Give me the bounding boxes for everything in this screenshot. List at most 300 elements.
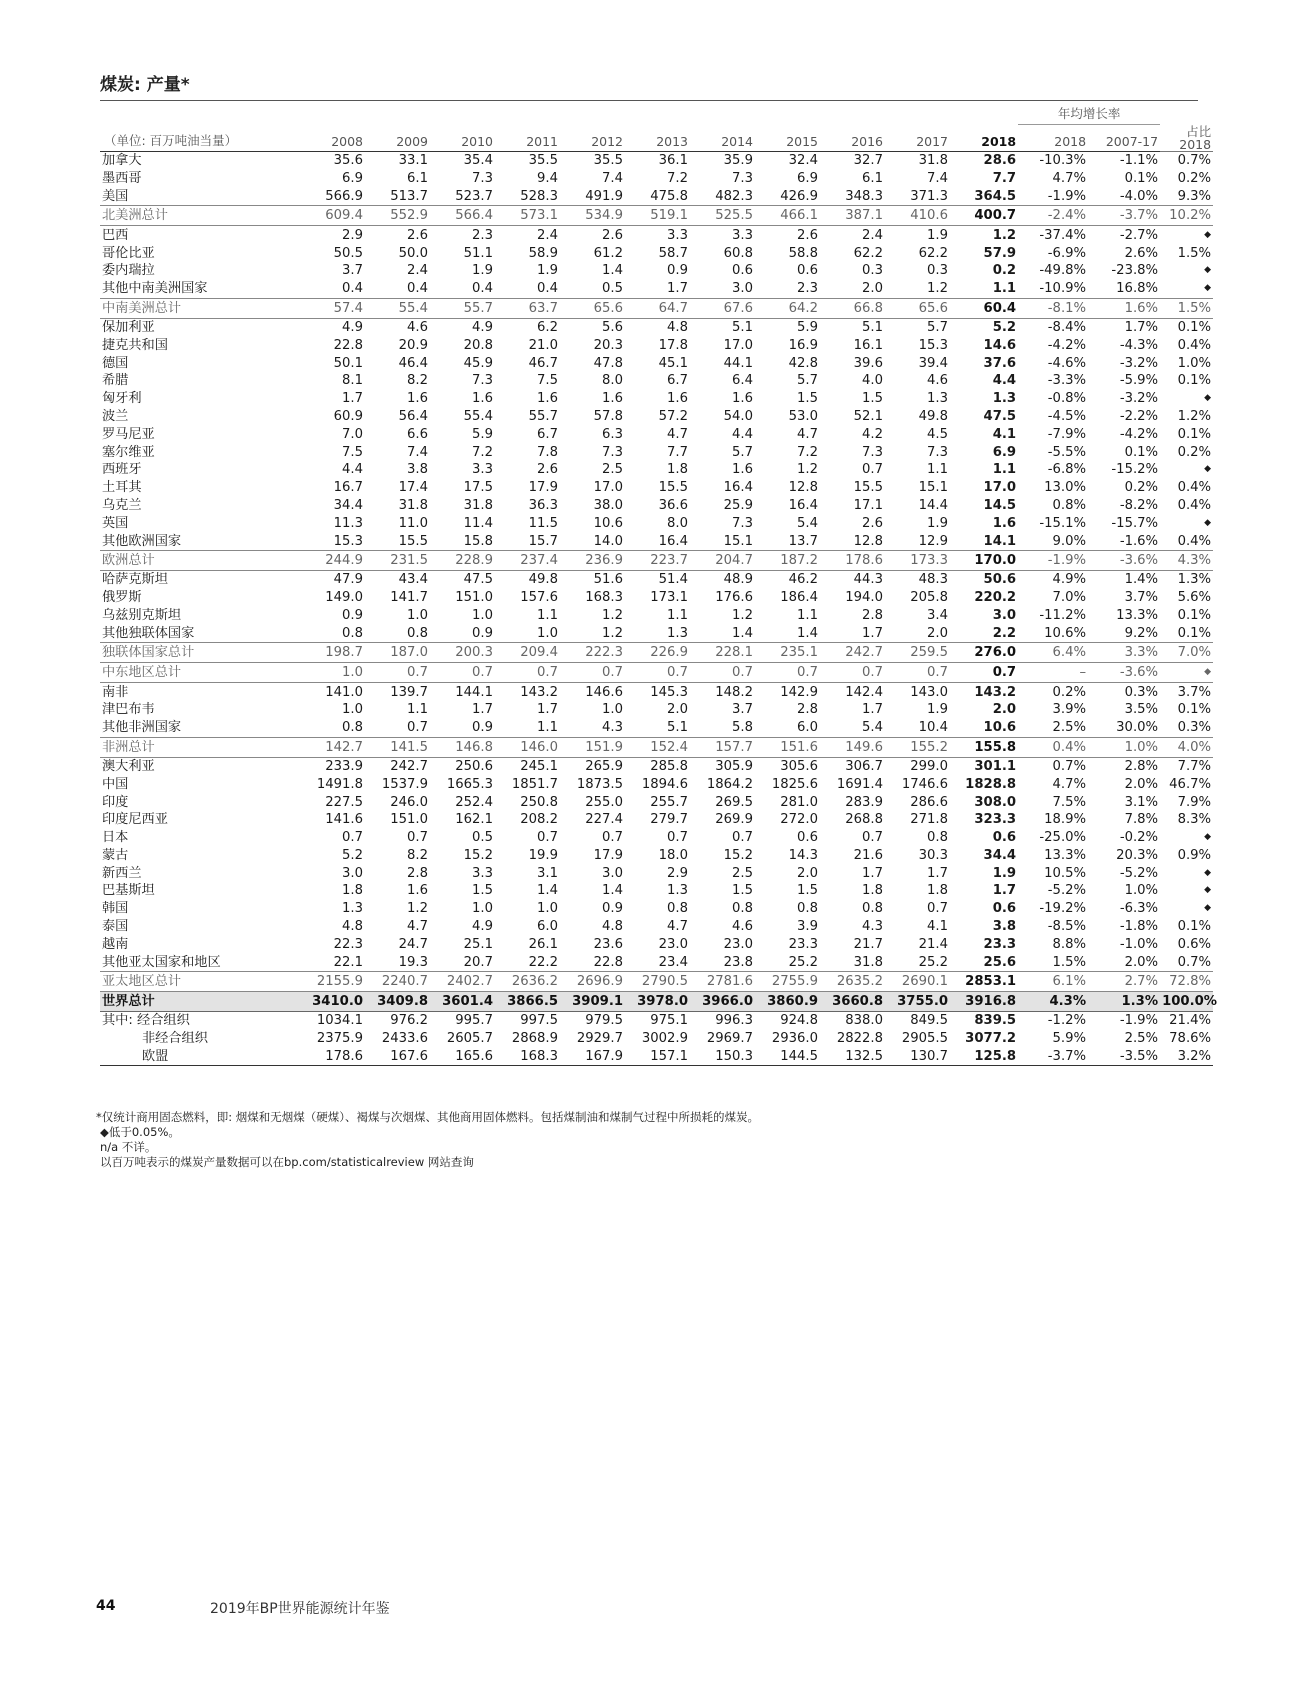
value-2018: 1.1 bbox=[992, 462, 1017, 478]
value-2015: 305.6 bbox=[780, 758, 818, 774]
growth-2018: 5.9% bbox=[1052, 1031, 1087, 1047]
value-2015: 4.7 bbox=[797, 426, 818, 442]
value-2018: 6.9 bbox=[992, 444, 1017, 460]
value-2017: 1.2 bbox=[927, 281, 948, 297]
row-label: 其中: 经合组织 bbox=[102, 1013, 190, 1029]
footnote-na: n/a 不详。 bbox=[100, 1140, 157, 1154]
growth-2007-17: 7.8% bbox=[1124, 812, 1159, 828]
row-label: 英国 bbox=[102, 515, 129, 531]
value-2012: 491.9 bbox=[585, 188, 623, 204]
value-2011: 15.7 bbox=[528, 533, 558, 549]
value-2009: 2433.6 bbox=[381, 1031, 428, 1047]
value-2017: 15.1 bbox=[918, 480, 948, 496]
row-label: 希腊 bbox=[102, 373, 129, 389]
value-2012: 2.5 bbox=[602, 462, 623, 478]
total-row bbox=[100, 206, 1213, 226]
value-2015: 1.5 bbox=[797, 391, 818, 407]
value-2018: 14.5 bbox=[983, 497, 1017, 513]
share-2018: 0.1% bbox=[1177, 607, 1212, 623]
value-2014: 23.0 bbox=[723, 936, 753, 952]
value-2016: 242.7 bbox=[820, 643, 885, 663]
growth-2007-17: 0.1% bbox=[1124, 171, 1159, 187]
value-2008: 178.6 bbox=[300, 1048, 365, 1066]
table-row bbox=[100, 443, 1213, 461]
value-2010: 566.4 bbox=[430, 206, 495, 226]
total-row bbox=[100, 643, 1213, 663]
growth-2007-17: -5.2% bbox=[1119, 865, 1159, 881]
row-label: 新西兰 bbox=[102, 865, 142, 881]
value-2013: 475.8 bbox=[650, 188, 688, 204]
value-2015: 3.9 bbox=[797, 919, 818, 935]
growth-2018: 7.0% bbox=[1052, 590, 1087, 606]
value-2010: 47.5 bbox=[463, 572, 493, 588]
value-2015: 46.2 bbox=[788, 572, 818, 588]
value-2018: 155.8 bbox=[950, 737, 1018, 757]
growth-2007-17: 1.3% bbox=[1088, 992, 1160, 1012]
row-label: 加拿大 bbox=[100, 152, 300, 170]
value-2009: 4.6 bbox=[407, 319, 428, 335]
growth-2018: 3.9% bbox=[1052, 702, 1087, 718]
value-2011: 36.3 bbox=[528, 497, 558, 513]
value-2008: 6.9 bbox=[342, 171, 363, 187]
value-2010: 1.7 bbox=[472, 702, 493, 718]
value-2015: 924.8 bbox=[780, 1013, 818, 1029]
value-2014: 60.8 bbox=[723, 245, 753, 261]
row-label: 捷克共和国 bbox=[102, 337, 168, 353]
table-row bbox=[100, 589, 1213, 607]
share-2018: 7.0% bbox=[1160, 643, 1213, 663]
growth-2018: -2.4% bbox=[1018, 206, 1088, 226]
table-row bbox=[100, 170, 1213, 188]
value-2009: 0.8 bbox=[407, 625, 428, 641]
share-2018: 21.4% bbox=[1169, 1013, 1212, 1029]
value-2012: 10.6 bbox=[593, 515, 623, 531]
value-2009: 31.8 bbox=[398, 497, 428, 513]
value-2017: 49.8 bbox=[918, 408, 948, 424]
value-2013: 16.4 bbox=[658, 533, 688, 549]
value-2009: 11.0 bbox=[398, 515, 428, 531]
value-2013: 18.0 bbox=[658, 847, 688, 863]
value-2010: 995.7 bbox=[455, 1013, 493, 1029]
value-2015: 5.9 bbox=[797, 319, 818, 335]
value-2014: 1.4 bbox=[732, 625, 753, 641]
footnotes bbox=[96, 1110, 759, 1170]
growth-2007-17: -3.7% bbox=[1088, 206, 1160, 226]
value-2011: 21.0 bbox=[528, 337, 558, 353]
value-2010: 31.8 bbox=[463, 497, 493, 513]
value-2012: 17.0 bbox=[593, 480, 623, 496]
value-2014: 17.0 bbox=[723, 337, 753, 353]
row-label: 非洲总计 bbox=[100, 737, 300, 757]
value-2012: 255.0 bbox=[585, 794, 623, 810]
value-2010: 252.4 bbox=[455, 794, 493, 810]
value-2016: 4.3 bbox=[862, 919, 883, 935]
value-2017: 10.4 bbox=[918, 720, 948, 736]
value-2017: 7.3 bbox=[927, 444, 948, 460]
value-2017: 286.6 bbox=[910, 794, 948, 810]
value-2010: 2605.7 bbox=[446, 1031, 493, 1047]
value-2008: 0.9 bbox=[342, 607, 363, 623]
value-2013: 1.3 bbox=[667, 883, 688, 899]
value-2010: 4.9 bbox=[472, 919, 493, 935]
row-label: 乌克兰 bbox=[102, 497, 142, 513]
year-header-2016: 2016 bbox=[820, 125, 885, 152]
value-2018: 170.0 bbox=[950, 550, 1018, 570]
value-2017: 1746.6 bbox=[901, 776, 948, 792]
value-2010: 5.9 bbox=[472, 426, 493, 442]
table-row bbox=[100, 793, 1213, 811]
value-2012: 168.3 bbox=[585, 590, 623, 606]
value-2013: 152.4 bbox=[625, 737, 690, 757]
share-2018: 0.4% bbox=[1177, 533, 1212, 549]
value-2008: 57.4 bbox=[300, 298, 365, 318]
value-2018: 14.6 bbox=[983, 337, 1017, 353]
share-label-line1: 占比 bbox=[1186, 124, 1212, 139]
value-2010: 1.6 bbox=[472, 391, 493, 407]
value-2017: 12.9 bbox=[918, 533, 948, 549]
year-header-2012: 2012 bbox=[560, 125, 625, 152]
value-2013: 1.6 bbox=[667, 391, 688, 407]
value-2015: 144.5 bbox=[755, 1048, 820, 1066]
value-2011: 49.8 bbox=[528, 572, 558, 588]
value-2016: 0.7 bbox=[862, 830, 883, 846]
share-2018: 1.2% bbox=[1177, 408, 1212, 424]
value-2011: 1.6 bbox=[537, 391, 558, 407]
value-2015: 1.5 bbox=[797, 883, 818, 899]
value-2018: 143.2 bbox=[974, 684, 1017, 700]
value-2012: 4.8 bbox=[602, 919, 623, 935]
value-2012: 65.6 bbox=[560, 298, 625, 318]
table-row bbox=[100, 701, 1213, 719]
value-2016: 1.8 bbox=[862, 883, 883, 899]
value-2014: 2.5 bbox=[732, 865, 753, 881]
growth-2018: 0.7% bbox=[1052, 758, 1087, 774]
value-2012: 6.3 bbox=[602, 426, 623, 442]
total-row bbox=[100, 663, 1213, 683]
value-2017: 271.8 bbox=[910, 812, 948, 828]
value-2013: 975.1 bbox=[650, 1013, 688, 1029]
value-2014: 4.6 bbox=[732, 919, 753, 935]
value-2011: 208.2 bbox=[520, 812, 558, 828]
value-2008: 0.8 bbox=[342, 720, 363, 736]
value-2014: 150.3 bbox=[690, 1048, 755, 1066]
growth-2007-17: 2.8% bbox=[1124, 758, 1159, 774]
value-2012: 47.8 bbox=[593, 355, 623, 371]
value-2011: 573.1 bbox=[495, 206, 560, 226]
value-2016: 149.6 bbox=[820, 737, 885, 757]
growth-2018: -19.2% bbox=[1039, 901, 1087, 917]
year-header-2010: 2010 bbox=[430, 125, 495, 152]
value-2014: 35.9 bbox=[690, 152, 755, 170]
value-2011: 0.7 bbox=[537, 830, 558, 846]
value-2013: 1.8 bbox=[667, 462, 688, 478]
value-2015: 1.4 bbox=[797, 625, 818, 641]
row-label: 其他中南美洲国家 bbox=[102, 281, 208, 297]
value-2017: 259.5 bbox=[885, 643, 950, 663]
value-2016: 62.2 bbox=[853, 245, 883, 261]
value-2017: 14.4 bbox=[918, 497, 948, 513]
header-row bbox=[100, 125, 1213, 152]
share-2018: 5.6% bbox=[1177, 590, 1212, 606]
top-rule bbox=[100, 100, 1198, 101]
value-2009: 141.5 bbox=[365, 737, 430, 757]
value-2009: 3.8 bbox=[407, 462, 428, 478]
value-2009: 15.5 bbox=[398, 533, 428, 549]
value-2018: 323.3 bbox=[974, 812, 1017, 828]
value-2014: 157.7 bbox=[690, 737, 755, 757]
value-2016: 1.7 bbox=[862, 865, 883, 881]
growth-2007-17: 0.3% bbox=[1124, 684, 1159, 700]
growth-2018: -6.9% bbox=[1047, 245, 1087, 261]
value-2017: 0.3 bbox=[927, 263, 948, 279]
value-2018: 5.2 bbox=[992, 319, 1017, 335]
growth-2018: 0.4% bbox=[1018, 737, 1088, 757]
share-2018: 1.5% bbox=[1160, 298, 1213, 318]
growth-2018: -4.6% bbox=[1047, 355, 1087, 371]
growth-2007-17: -2.2% bbox=[1119, 408, 1159, 424]
value-2018: 25.6 bbox=[983, 954, 1017, 970]
value-2015: 32.4 bbox=[755, 152, 820, 170]
value-2008: 4.4 bbox=[342, 462, 363, 478]
value-2016: 283.9 bbox=[845, 794, 883, 810]
growth-2018: 13.0% bbox=[1044, 480, 1087, 496]
value-2016: 15.5 bbox=[853, 480, 883, 496]
value-2011: 0.7 bbox=[495, 663, 560, 683]
value-2015: 0.6 bbox=[797, 263, 818, 279]
value-2009: 976.2 bbox=[390, 1013, 428, 1029]
year-header-2013: 2013 bbox=[625, 125, 690, 152]
total-row bbox=[100, 298, 1213, 318]
growth-2007-17: -3.5% bbox=[1088, 1048, 1160, 1066]
value-2012: 61.2 bbox=[593, 245, 623, 261]
growth-2018: 6.1% bbox=[1018, 972, 1088, 992]
value-2010: 15.8 bbox=[463, 533, 493, 549]
header-group-row bbox=[100, 100, 1213, 125]
value-2018: 50.6 bbox=[983, 572, 1017, 588]
value-2018: 2853.1 bbox=[950, 972, 1018, 992]
value-2018: 17.0 bbox=[983, 480, 1017, 496]
value-2016: 2635.2 bbox=[820, 972, 885, 992]
value-2010: 15.2 bbox=[463, 847, 493, 863]
value-2009: 2.4 bbox=[407, 263, 428, 279]
value-2017: 849.5 bbox=[910, 1013, 948, 1029]
world-total-row bbox=[100, 992, 1213, 1012]
value-2011: 35.5 bbox=[495, 152, 560, 170]
value-2009: 231.5 bbox=[365, 550, 430, 570]
value-2012: 14.0 bbox=[593, 533, 623, 549]
value-2015: 5.7 bbox=[797, 373, 818, 389]
value-2015: 25.2 bbox=[788, 954, 818, 970]
year-header-2017: 2017 bbox=[885, 125, 950, 152]
value-2013: 23.4 bbox=[658, 954, 688, 970]
value-2012: 1.2 bbox=[602, 607, 623, 623]
value-2012: 22.8 bbox=[593, 954, 623, 970]
value-2017: 3.4 bbox=[927, 607, 948, 623]
value-2012: 2696.9 bbox=[560, 972, 625, 992]
value-2016: 1.7 bbox=[862, 625, 883, 641]
value-2016: 39.6 bbox=[853, 355, 883, 371]
value-2008: 233.9 bbox=[325, 758, 363, 774]
value-2013: 255.7 bbox=[650, 794, 688, 810]
row-label: 德国 bbox=[102, 355, 129, 371]
value-2018: 2.0 bbox=[992, 702, 1017, 718]
coal-production-table bbox=[100, 100, 1218, 1066]
value-2016: 348.3 bbox=[845, 188, 883, 204]
growth-2018: -5.5% bbox=[1047, 444, 1087, 460]
value-2008: 16.7 bbox=[333, 480, 363, 496]
value-2017: 1.7 bbox=[927, 865, 948, 881]
value-2010: 7.2 bbox=[472, 444, 493, 460]
table-row bbox=[100, 479, 1213, 497]
value-2017: 3755.0 bbox=[885, 992, 950, 1012]
value-2014: 228.1 bbox=[690, 643, 755, 663]
value-2011: 1.0 bbox=[537, 625, 558, 641]
value-2008: 1.7 bbox=[342, 391, 363, 407]
share-2018: 3.2% bbox=[1160, 1048, 1213, 1066]
value-2014: 3.7 bbox=[732, 702, 753, 718]
value-2016: 194.0 bbox=[845, 590, 883, 606]
growth-2007-17: 1.0% bbox=[1088, 737, 1160, 757]
value-2009: 19.3 bbox=[398, 954, 428, 970]
value-2017: 4.1 bbox=[927, 919, 948, 935]
value-2013: 1894.6 bbox=[641, 776, 688, 792]
value-2011: 22.2 bbox=[528, 954, 558, 970]
value-2010: 162.1 bbox=[455, 812, 493, 828]
value-2016: 52.1 bbox=[853, 408, 883, 424]
value-2014: 1.6 bbox=[732, 462, 753, 478]
value-2013: 17.8 bbox=[658, 337, 688, 353]
share-2018: 0.1% bbox=[1177, 426, 1212, 442]
share-2018: 4.0% bbox=[1160, 737, 1213, 757]
share-2018: ◆ bbox=[1204, 867, 1212, 878]
value-2008: 1.0 bbox=[300, 663, 365, 683]
value-2008: 1034.1 bbox=[316, 1013, 363, 1029]
value-2008: 0.7 bbox=[342, 830, 363, 846]
value-2015: 1825.6 bbox=[771, 776, 818, 792]
share-2018: 0.1% bbox=[1177, 319, 1212, 335]
row-label: 其他欧洲国家 bbox=[102, 533, 182, 549]
share-2018: 46.7% bbox=[1169, 776, 1212, 792]
value-2016: 6.1 bbox=[862, 171, 883, 187]
value-2012: 534.9 bbox=[560, 206, 625, 226]
growth-2007-17: -23.8% bbox=[1111, 263, 1159, 279]
value-2015: 14.3 bbox=[788, 847, 818, 863]
value-2009: 2240.7 bbox=[365, 972, 430, 992]
share-2018: ◆ bbox=[1160, 663, 1213, 683]
value-2018: 0.2 bbox=[992, 263, 1017, 279]
row-label: 西班牙 bbox=[102, 462, 142, 478]
row-label: 塞尔维亚 bbox=[102, 444, 155, 460]
value-2009: 17.4 bbox=[398, 480, 428, 496]
table-row bbox=[100, 1048, 1213, 1066]
value-2018: 220.2 bbox=[974, 590, 1017, 606]
growth-2018: -1.9% bbox=[1018, 550, 1088, 570]
value-2014: 3966.0 bbox=[690, 992, 755, 1012]
growth-2018: -25.0% bbox=[1039, 830, 1087, 846]
share-2018: 7.7% bbox=[1177, 758, 1212, 774]
value-2010: 0.9 bbox=[472, 720, 493, 736]
value-2018: 308.0 bbox=[974, 794, 1017, 810]
value-2018: 1.2 bbox=[992, 227, 1017, 243]
value-2011: 55.7 bbox=[528, 408, 558, 424]
value-2008: 5.2 bbox=[342, 847, 363, 863]
value-2013: 285.8 bbox=[650, 758, 688, 774]
share-2018: 0.4% bbox=[1177, 480, 1212, 496]
value-2014: 3.0 bbox=[732, 281, 753, 297]
value-2016: 142.4 bbox=[845, 684, 883, 700]
table-row bbox=[100, 953, 1213, 971]
value-2010: 17.5 bbox=[463, 480, 493, 496]
year-header-2009: 2009 bbox=[365, 125, 430, 152]
value-2009: 33.1 bbox=[365, 152, 430, 170]
table-row bbox=[100, 900, 1213, 918]
year-header-2018: 2018 bbox=[950, 125, 1018, 152]
value-2009: 0.4 bbox=[407, 281, 428, 297]
value-2017: 130.7 bbox=[885, 1048, 950, 1066]
value-2015: 2.0 bbox=[797, 865, 818, 881]
value-2013: 36.1 bbox=[625, 152, 690, 170]
growth-2007-17: -3.2% bbox=[1119, 391, 1159, 407]
value-2018: 125.8 bbox=[950, 1048, 1018, 1066]
value-2014: 2781.6 bbox=[690, 972, 755, 992]
value-2013: 0.8 bbox=[667, 901, 688, 917]
value-2011: 7.5 bbox=[537, 373, 558, 389]
value-2008: 50.5 bbox=[333, 245, 363, 261]
value-2016: 1.7 bbox=[862, 702, 883, 718]
value-2009: 141.7 bbox=[390, 590, 428, 606]
value-2018: 7.7 bbox=[992, 171, 1017, 187]
total-row bbox=[100, 737, 1213, 757]
growth-2018: 13.3% bbox=[1044, 847, 1087, 863]
value-2012: 20.3 bbox=[593, 337, 623, 353]
share-2018: 1.3% bbox=[1177, 572, 1212, 588]
value-2010: 45.9 bbox=[463, 355, 493, 371]
value-2016: 2.8 bbox=[862, 607, 883, 623]
value-2012: 8.0 bbox=[602, 373, 623, 389]
value-2011: 19.9 bbox=[528, 847, 558, 863]
table-row bbox=[100, 188, 1213, 206]
value-2016: 387.1 bbox=[820, 206, 885, 226]
value-2013: 3.3 bbox=[667, 227, 688, 243]
value-2016: 2.0 bbox=[862, 281, 883, 297]
value-2013: 1.7 bbox=[667, 281, 688, 297]
value-2014: 15.1 bbox=[723, 533, 753, 549]
value-2013: 6.7 bbox=[667, 373, 688, 389]
growth-2018: -8.5% bbox=[1047, 919, 1087, 935]
value-2011: 168.3 bbox=[495, 1048, 560, 1066]
table-row bbox=[100, 570, 1213, 588]
value-2009: 242.7 bbox=[390, 758, 428, 774]
value-2012: 1.4 bbox=[602, 263, 623, 279]
share-2018: ◆ bbox=[1204, 517, 1212, 528]
value-2012: 38.0 bbox=[593, 497, 623, 513]
value-2009: 2.6 bbox=[407, 227, 428, 243]
value-2008: 15.3 bbox=[333, 533, 363, 549]
value-2010: 2402.7 bbox=[430, 972, 495, 992]
value-2008: 7.5 bbox=[342, 444, 363, 460]
value-2008: 34.4 bbox=[333, 497, 363, 513]
value-2015: 1.2 bbox=[797, 462, 818, 478]
share-2018: 0.1% bbox=[1177, 625, 1212, 641]
growth-2007-17: 2.0% bbox=[1124, 954, 1159, 970]
value-2018: 0.6 bbox=[992, 830, 1017, 846]
value-2013: 64.7 bbox=[625, 298, 690, 318]
value-2015: 23.3 bbox=[788, 936, 818, 952]
table-body bbox=[100, 152, 1218, 1066]
growth-2018: 4.9% bbox=[1052, 572, 1087, 588]
value-2018: 276.0 bbox=[950, 643, 1018, 663]
share-2018: ◆ bbox=[1204, 393, 1212, 404]
